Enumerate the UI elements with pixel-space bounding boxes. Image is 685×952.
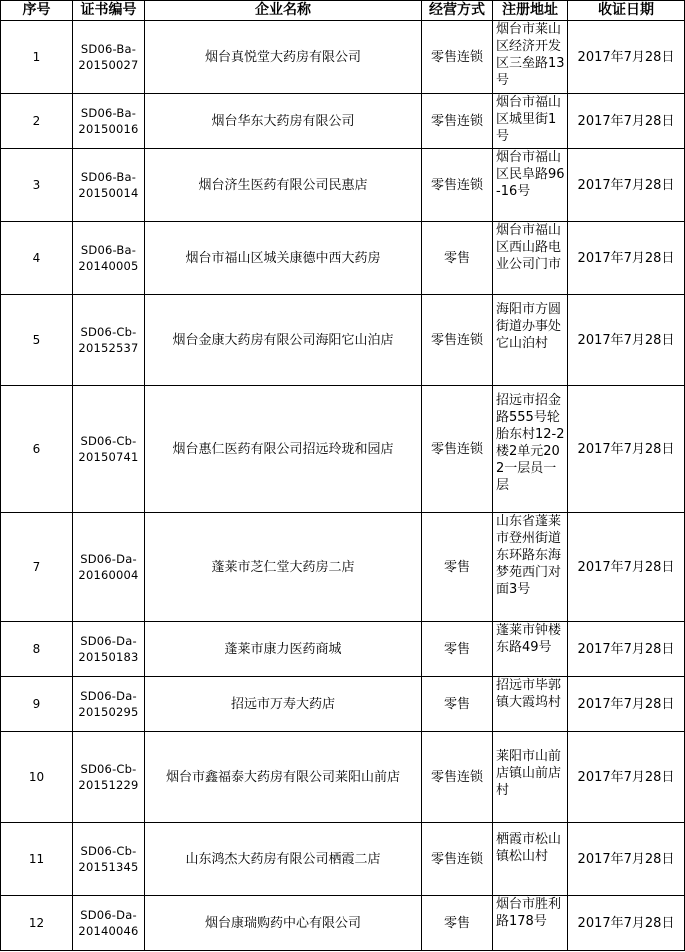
cert-number	[73, 149, 145, 222]
receive-date: 2017年7月28日	[568, 386, 685, 513]
cert-prefix: SD06-Ba-	[80, 170, 137, 184]
row-index: 9	[1, 677, 73, 732]
cert-serial: 20150295	[78, 705, 139, 719]
row-index: 6	[1, 386, 73, 513]
receive-date: 2017年7月28日	[568, 732, 685, 823]
company-name: 烟台惠仁医药有限公司招远玲珑和园店	[145, 386, 422, 513]
receive-date: 2017年7月28日	[568, 94, 685, 149]
cert-number	[73, 677, 145, 732]
row-index: 8	[1, 622, 73, 677]
cert-serial: 20151229	[78, 778, 139, 792]
cert-prefix: SD06-Cb-	[80, 844, 137, 858]
receive-date: 2017年7月28日	[568, 295, 685, 386]
header-cert-number: 证书编号	[73, 1, 145, 21]
receive-date: 2017年7月28日	[568, 149, 685, 222]
table-row	[1, 513, 685, 622]
company-name: 山东鸿杰大药房有限公司栖霞二店	[145, 823, 422, 896]
address: 招远市毕郭镇大霞坞村	[493, 677, 568, 732]
business-mode: 零售连锁	[422, 823, 493, 896]
cert-number	[73, 222, 145, 295]
cert-number	[73, 823, 145, 896]
business-mode: 零售连锁	[422, 295, 493, 386]
business-mode: 零售连锁	[422, 149, 493, 222]
cert-number	[73, 21, 145, 94]
cert-number	[73, 295, 145, 386]
company-name: 烟台真悦堂大药房有限公司	[145, 21, 422, 94]
company-name: 蓬莱市芝仁堂大药房二店	[145, 513, 422, 622]
header-index: 序号	[1, 1, 73, 21]
cert-prefix: SD06-Cb-	[80, 762, 137, 776]
cert-number	[73, 896, 145, 951]
cert-prefix: SD06-Da-	[80, 689, 137, 703]
receive-date: 2017年7月28日	[568, 21, 685, 94]
address: 烟台市福山区民阜路96-16号	[493, 149, 568, 222]
table-row	[1, 222, 685, 295]
cert-number	[73, 94, 145, 149]
row-index: 7	[1, 513, 73, 622]
address: 莱阳市山前店镇山前店村	[493, 732, 568, 823]
table-row	[1, 622, 685, 677]
cert-prefix: SD06-Cb-	[80, 325, 137, 339]
table-row	[1, 386, 685, 513]
header-date: 收证日期	[568, 1, 685, 21]
table-row	[1, 149, 685, 222]
cert-prefix: SD06-Da-	[80, 634, 137, 648]
business-mode: 零售连锁	[422, 21, 493, 94]
cert-serial: 20150016	[78, 122, 139, 136]
table-row	[1, 896, 685, 951]
cert-number	[73, 513, 145, 622]
row-index: 1	[1, 21, 73, 94]
table-row	[1, 21, 685, 94]
row-index: 10	[1, 732, 73, 823]
receive-date: 2017年7月28日	[568, 677, 685, 732]
cert-serial: 20150014	[78, 186, 139, 200]
cert-serial: 20151345	[78, 860, 139, 874]
address: 海阳市方圆街道办事处它山泊村	[493, 295, 568, 386]
cert-number	[73, 622, 145, 677]
cert-prefix: SD06-Cb-	[80, 434, 137, 448]
business-mode: 零售	[422, 896, 493, 951]
receive-date: 2017年7月28日	[568, 222, 685, 295]
cert-serial: 20150183	[78, 650, 139, 664]
company-name: 烟台金康大药房有限公司海阳它山泊店	[145, 295, 422, 386]
business-mode: 零售	[422, 622, 493, 677]
receive-date: 2017年7月28日	[568, 896, 685, 951]
row-index: 11	[1, 823, 73, 896]
business-mode: 零售连锁	[422, 386, 493, 513]
row-index: 5	[1, 295, 73, 386]
receive-date: 2017年7月28日	[568, 513, 685, 622]
table-header-row	[1, 1, 685, 21]
company-name: 烟台华东大药房有限公司	[145, 94, 422, 149]
address: 栖霞市松山镇松山村	[493, 823, 568, 896]
address: 烟台市胜利路178号	[493, 896, 568, 951]
address: 烟台市莱山区经济开发区三垒路13号	[493, 21, 568, 94]
cert-serial: 20140046	[78, 924, 139, 938]
cert-number	[73, 386, 145, 513]
business-mode: 零售	[422, 513, 493, 622]
row-index: 4	[1, 222, 73, 295]
cert-number	[73, 732, 145, 823]
cert-prefix: SD06-Ba-	[80, 42, 137, 56]
address: 烟台市福山区城里街1号	[493, 94, 568, 149]
row-index: 3	[1, 149, 73, 222]
row-index: 2	[1, 94, 73, 149]
address: 山东省蓬莱市登州街道东环路东海梦苑西门对面3号	[493, 513, 568, 622]
company-name: 烟台市福山区城关康德中西大药房	[145, 222, 422, 295]
cert-prefix: SD06-Ba-	[80, 106, 137, 120]
row-index: 12	[1, 896, 73, 951]
business-mode: 零售连锁	[422, 732, 493, 823]
address: 招远市招金路555号轮胎东村12-2楼2单元202一层员一层	[493, 386, 568, 513]
cert-serial: 20152537	[78, 341, 139, 355]
business-mode: 零售	[422, 222, 493, 295]
receive-date: 2017年7月28日	[568, 823, 685, 896]
header-address: 注册地址	[493, 1, 568, 21]
table-row	[1, 295, 685, 386]
receive-date: 2017年7月28日	[568, 622, 685, 677]
header-company-name: 企业名称	[145, 1, 422, 21]
business-mode: 零售连锁	[422, 94, 493, 149]
company-name: 烟台市鑫福泰大药房有限公司莱阳山前店	[145, 732, 422, 823]
table-row	[1, 94, 685, 149]
cert-prefix: SD06-Da-	[80, 552, 137, 566]
cert-prefix: SD06-Ba-	[80, 243, 137, 257]
address: 蓬莱市钟楼东路49号	[493, 622, 568, 677]
company-name: 烟台济生医药有限公司民惠店	[145, 149, 422, 222]
cert-serial: 20140005	[78, 259, 139, 273]
company-name: 烟台康瑞购药中心有限公司	[145, 896, 422, 951]
address: 烟台市福山区西山路电业公司门市	[493, 222, 568, 295]
cert-prefix: SD06-Da-	[80, 908, 137, 922]
company-name: 蓬莱市康力医药商城	[145, 622, 422, 677]
cert-serial: 20150741	[78, 450, 139, 464]
cert-serial: 20160004	[78, 568, 139, 582]
company-name: 招远市万寿大药店	[145, 677, 422, 732]
header-business-mode: 经营方式	[422, 1, 493, 21]
cert-serial: 20150027	[78, 58, 139, 72]
table-row	[1, 732, 685, 823]
table-row	[1, 677, 685, 732]
business-mode: 零售	[422, 677, 493, 732]
table-row	[1, 823, 685, 896]
